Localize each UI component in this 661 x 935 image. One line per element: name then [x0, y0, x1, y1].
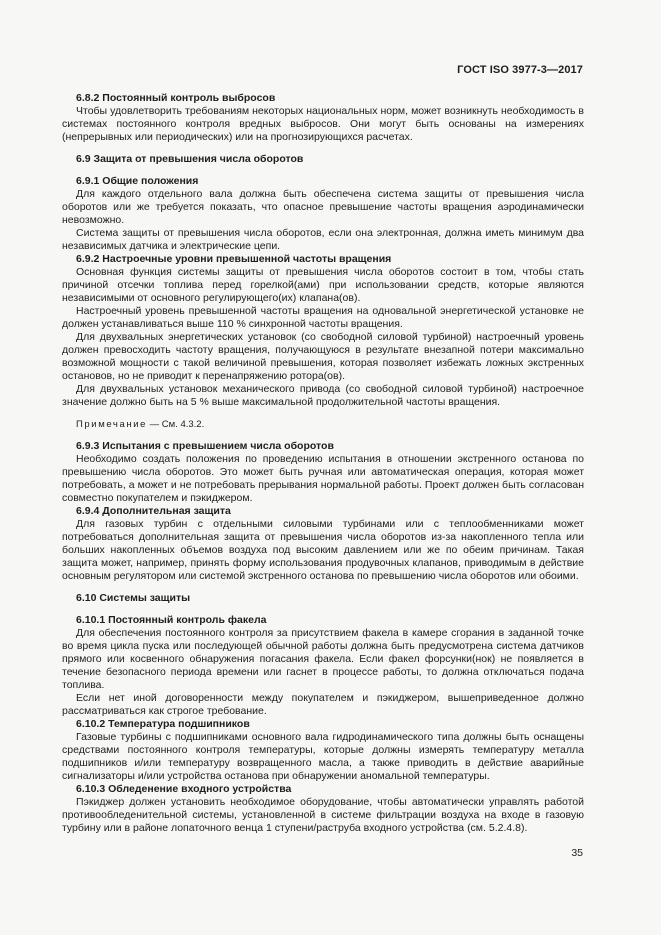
paragraph: Необходимо создать положения по проведению испытания в отношении экстренного останова по превышению числа оборотов. Это может быть ручная или автоматическая операция, которая может потребовать, а может и не потребовать прерывания нормальной работы. Проект должен быть согласован совместно покупателем и пэкиджером. — [62, 453, 584, 504]
page-number: 35 — [571, 847, 583, 859]
paragraph: Система защиты от превышения числа оборотов, если она электронная, должна иметь минимум два независимых датчика и электрические цепи. — [62, 227, 584, 252]
paragraph: Для газовых турбин с отдельными силовыми турбинами или с теплообменниками может потребоваться дополнительная защита от превышения числа оборотов из-за накопленного тепла или больших накопленных объемов воздуха под высоким давлением или же по обеим причинам. Такая защита может, например, принять форму использования продувочных клапанов, приводимым в действие основным регулятором или системой экстренного останова по превышению числа оборотов или обоими. — [62, 518, 584, 582]
spacer — [62, 431, 584, 440]
paragraph: Основная функция системы защиты от превышения числа оборотов состоит в том, чтобы стать причиной отсечки топлива перед горелкой(ами) при использовании средств, которые являются независимыми от основного регулирующего(их) клапана(ов). — [62, 266, 584, 304]
paragraph: Настроечный уровень превышенной частоты вращения на одновальной энергетической установке не должен устанавливаться выше 110 % синхронной частоты вращения. — [62, 305, 584, 330]
section-heading: 6.10.3 Обледенение входного устройства — [76, 783, 292, 795]
document-body — [62, 92, 584, 835]
section-heading: 6.8.2 Постоянный контроль выбросов — [76, 92, 276, 104]
paragraph: Для каждого отдельного вала должна быть обеспечена система защиты от превышения числа оборотов или же требуется показать, что опасное превышение частоты вращения аэродинамически невозможно. — [62, 188, 584, 226]
section-heading: 6.9.2 Настроечные уровни превышенной частоты вращения — [76, 253, 392, 265]
section-heading: 6.9.1 Общие положения — [76, 175, 199, 187]
section-heading: 6.9.3 Испытания с превышением числа оборотов — [76, 440, 334, 452]
spacer — [62, 409, 584, 418]
paragraph: Если нет иной договоренности между покупателем и пэкиджером, вышеприведенное должно рассматриваться как строгое требование. — [62, 692, 584, 717]
paragraph: Газовые турбины с подшипниками основного вала гидродинамического типа должны быть оснащены средствами постоянного контроля температуры, которые должны измерять температуру металла подшипников и/или температуру возвращенного масла, а также приводить в действие аварийные сигнализаторы и/или устройства останова при обнаружении аномальной температуры. — [62, 731, 584, 782]
note-label: Примечание — [76, 419, 147, 430]
section-heading: 6.10 Системы защиты — [76, 592, 191, 604]
paragraph: Пэкиджер должен установить необходимое оборудование, чтобы автоматически управлять работой противообледенительной системы, установленной в системе фильтрации воздуха на входе в газовую турбину или в районе лопаточного венца 1 ступени/раструба входного устройства (см. 5.2.4.8). — [62, 796, 584, 834]
note — [62, 418, 584, 431]
spacer — [62, 166, 584, 175]
section-heading: 6.10.1 Постоянный контроль факела — [76, 614, 267, 626]
document-standard-header: ГОСТ ISO 3977-3—2017 — [457, 64, 583, 76]
paragraph: Для обеспечения постоянного контроля за присутствием факела в камере сгорания в заданной точке во время цикла пуска или последующей обычной работы должна быть предусмотрена система датчиков прямого или косвенного обнаружения погасания факела. Если факел форсунки(нок) не появляется в течение безопасного периода времени или гаснет в процессе работы, то должна отключаться подача топлива. — [62, 627, 584, 691]
spacer — [62, 583, 584, 592]
section-heading: 6.10.2 Температура подшипников — [76, 718, 250, 730]
paragraph: Чтобы удовлетворить требованиям некоторых национальных норм, может возникнуть необходимость в системах постоянного контроля вредных выбросов. Они могут быть основаны на измерениях (непрерывных или периодических) или на прогнозирующихся расчетах. — [62, 105, 584, 143]
section-heading: 6.9.4 Дополнительная защита — [76, 505, 231, 517]
paragraph: Для двухвальных энергетических установок (со свободной силовой турбиной) настроечный уровень должен превосходить частоту вращения, получающуюся в результате внезапной потери максимально возможной мощности с такой величиной превышения, которая позволяет избежать ложных экстренных остановов, но не приводит к перенапряжению ротора(ов). — [62, 331, 584, 382]
paragraph: Для двухвальных установок механического привода (со свободной силовой турбиной) настроечное значение должно быть на 5 % выше максимальной продолжительной частоты вращения. — [62, 383, 584, 408]
spacer — [62, 605, 584, 614]
spacer — [62, 144, 584, 153]
note-text: — См. 4.3.2. — [147, 419, 205, 430]
section-heading: 6.9 Защита от превышения числа оборотов — [76, 153, 304, 165]
